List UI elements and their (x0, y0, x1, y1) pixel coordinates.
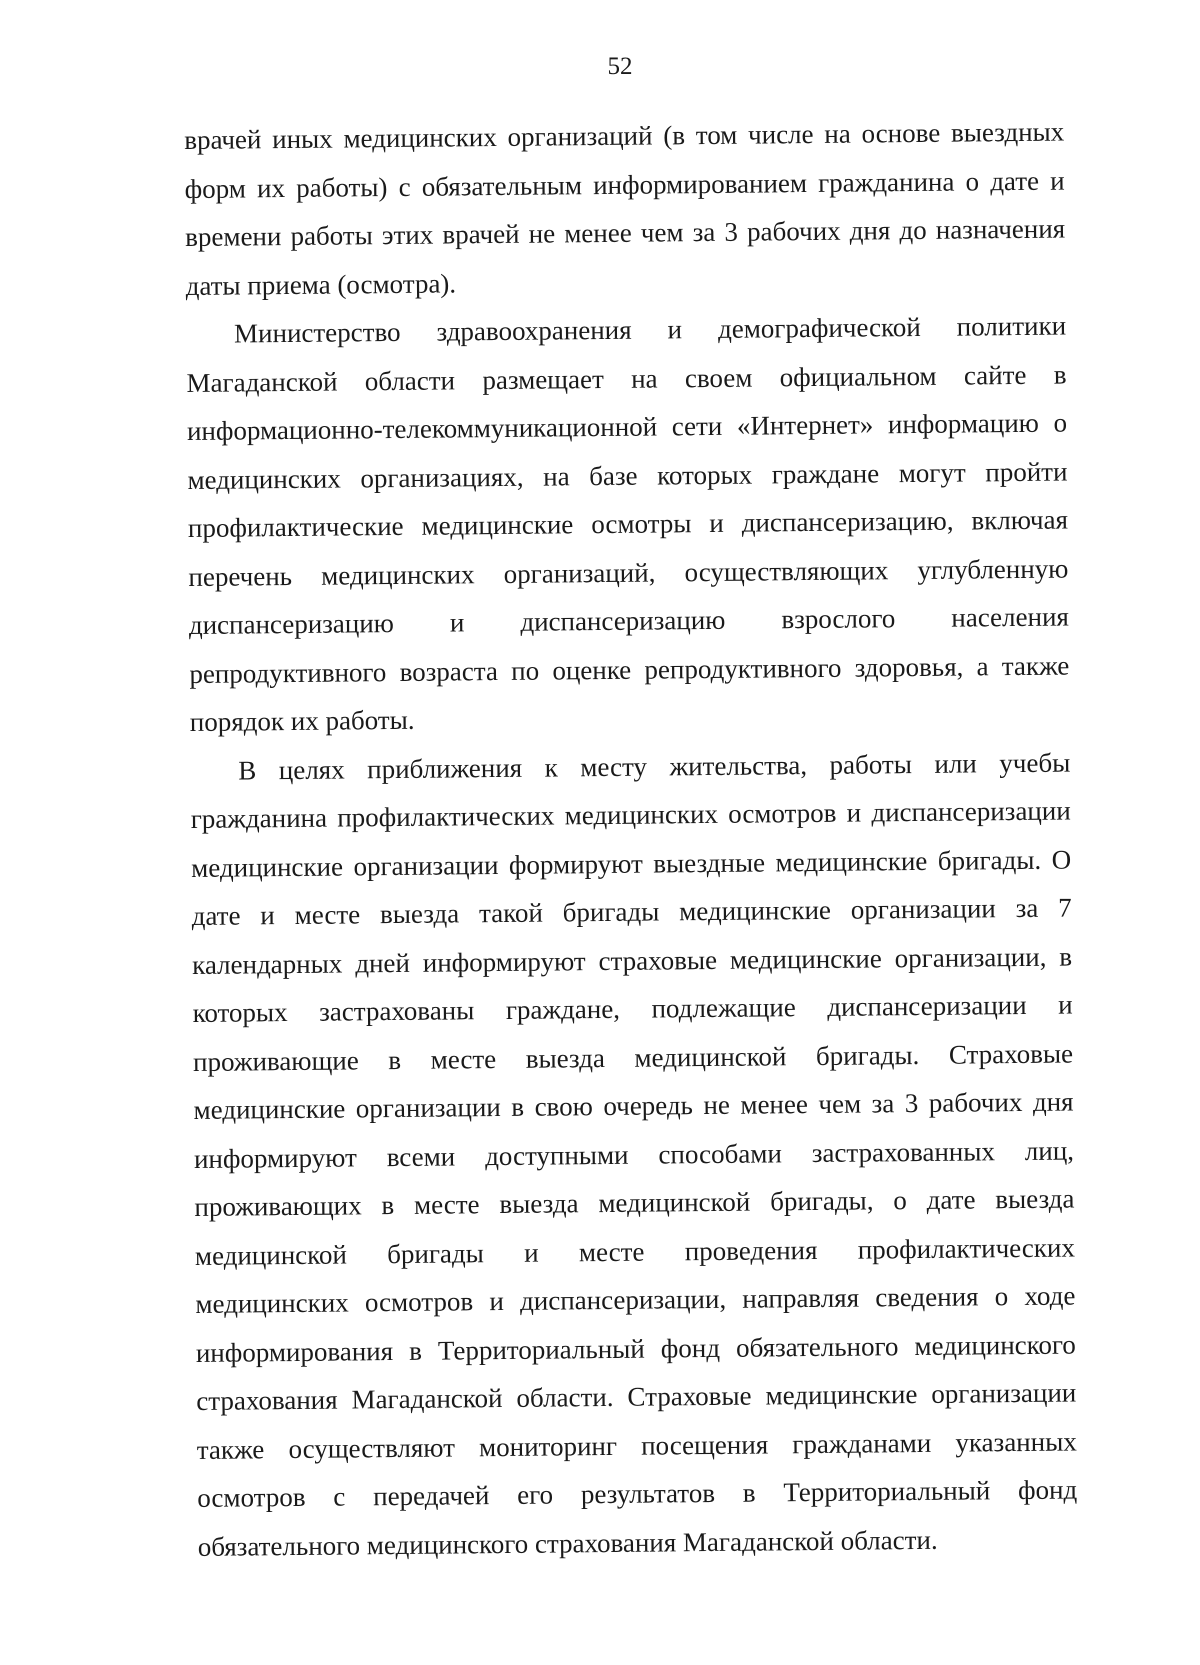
text-line: информирования в Территориальный фонд обязательного медицинского (195, 1328, 1076, 1368)
text-line: Министерство здравоохранения и демографической политики (233, 310, 1067, 349)
text-line: информационно-телекоммуникационной сети «Интернет» информацию о (186, 407, 1068, 446)
page-number: 52 (607, 53, 633, 80)
text-line: даты приема (осмотра). (185, 267, 457, 301)
text-line: которых застрахованы граждане, подлежащие диспансеризации и (192, 989, 1073, 1028)
text-line: медицинских осмотров и диспансеризации, направляя сведения о ходе (195, 1280, 1076, 1319)
document-body (184, 108, 1078, 1571)
text-line: страхования Магаданской области. Страховые медицинские организации (196, 1377, 1077, 1416)
text-line: календарных дней информируют страховые медицинские организации, в (192, 941, 1073, 980)
text-line: медицинской бригады и месте проведения профилактических (194, 1232, 1076, 1271)
paragraph (184, 108, 1066, 310)
text-line: диспансеризацию и диспансеризацию взрослого населения (188, 601, 1069, 640)
text-line: проживающих в месте выезда медицинской бригады, о дате выезда (194, 1183, 1075, 1222)
paragraph (186, 302, 1070, 747)
text-line: репродуктивного возраста по оценке репродуктивного здоровья, а также (189, 650, 1070, 689)
text-line: времени работы этих врачей не менее чем за 3 рабочих дня до назначения (185, 213, 1066, 252)
text-line: обязательного медицинского страхования Магаданской области. (197, 1524, 938, 1562)
text-line: медицинских организациях, на базе которых граждане могут пройти (187, 456, 1068, 495)
text-line: Магаданской области размещает на своем официальном сайте в (186, 359, 1067, 398)
text-line: В целях приближения к месту жительства, работы или учебы (238, 747, 1071, 786)
text-line: гражданина профилактических медицинских осмотров и диспансеризации (190, 795, 1071, 834)
text-line: врачей иных медицинских организаций (в том числе на основе выездных (184, 116, 1065, 155)
text-line: информируют всеми доступными способами застрахованных лиц, (193, 1135, 1075, 1174)
text-line: также осуществляют мониторинг посещения гражданами указанных (196, 1425, 1077, 1465)
text-line: осмотров с передачей его результатов в Территориальный фонд (197, 1474, 1078, 1513)
text-line: дате и месте выезда такой бригады медицинские организации за 7 (191, 892, 1072, 931)
text-line: форм их работы) с обязательным информированием гражданина о дате и (184, 165, 1065, 204)
text-line: профилактические медицинские осмотры и диспансеризацию, включая (187, 504, 1069, 543)
text-line: перечень медицинских организаций, осуществляющих углубленную (188, 553, 1069, 592)
text-line: медицинские организации формируют выездные медицинские бригады. О (191, 844, 1072, 883)
text-line: порядок их работы. (189, 704, 415, 737)
paragraph (190, 738, 1078, 1571)
text-line: медицинские организации в свою очередь не менее чем за 3 рабочих дня (193, 1086, 1074, 1125)
text-line: проживающие в месте выезда медицинской бригады. Страховые (192, 1038, 1074, 1077)
